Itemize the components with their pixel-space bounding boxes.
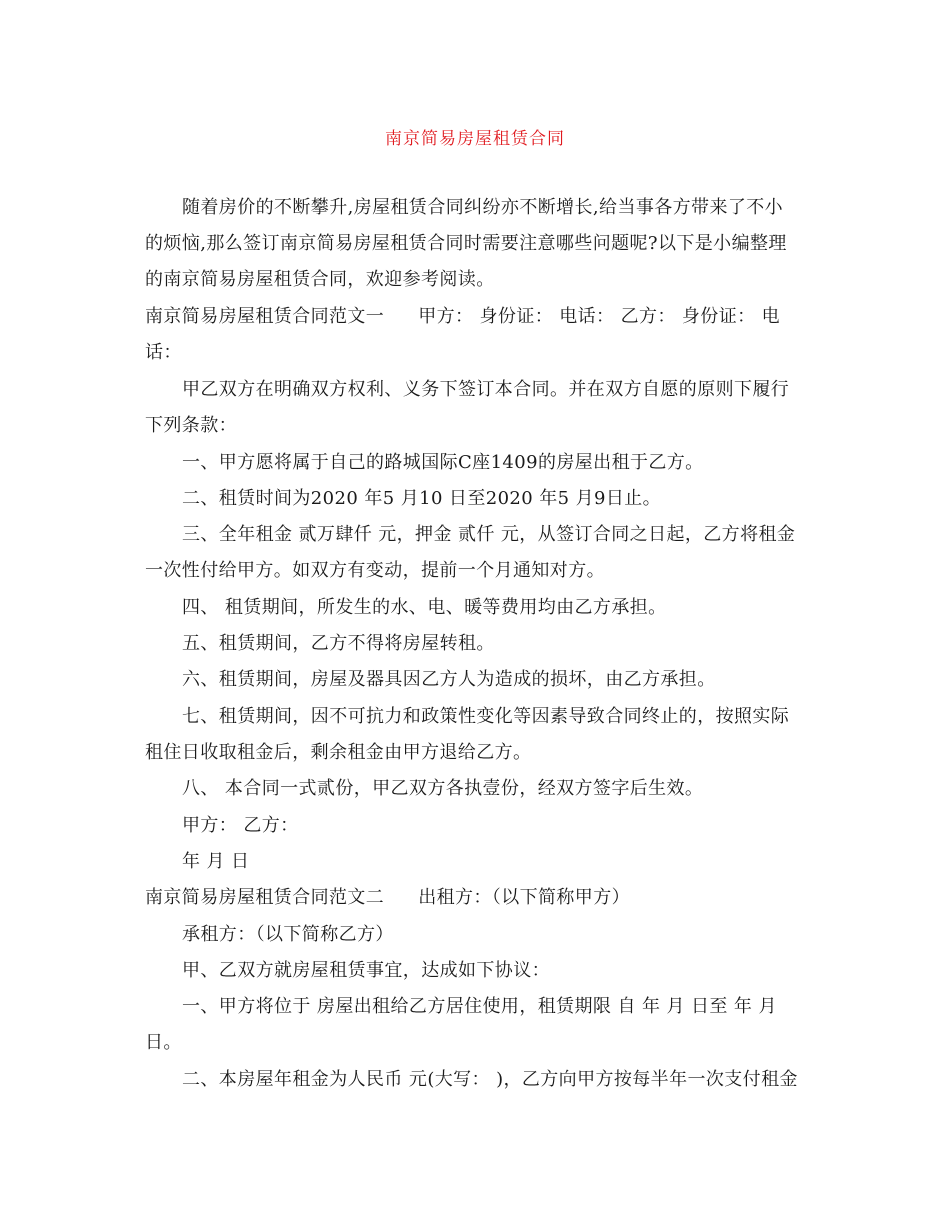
intro-line-3: 的南京简易房屋租赁合同，欢迎参考阅读。 (145, 269, 495, 290)
sample2-clause-1: 一、甲方将位于 房屋出租给乙方居住使用，租赁期限 自 年 月 日至 年 月 (182, 996, 777, 1017)
sample1-clause-3: 三、全年租金 贰万肆仟 元，押金 贰仟 元，从签订合同之日起，乙方将租金 (182, 524, 796, 545)
sample1-heading: 南京简易房屋租赁合同范文一 (145, 306, 385, 327)
sample2-heading: 南京简易房屋租赁合同范文二 (145, 887, 385, 908)
sample1-preamble-2: 下列条款： (145, 415, 237, 436)
sample1-signature: 甲方： 乙方： (182, 815, 299, 836)
sample2-lessor: 出租方：（以下简称甲方） (418, 887, 631, 908)
sample2-heading-line (145, 886, 630, 910)
sample1-date: 年 月 日 (182, 851, 250, 872)
sample1-heading-line (145, 305, 780, 329)
sample2-clause-1-cont: 日。 (145, 1032, 182, 1053)
sample1-parties: 甲方： 身份证： 电话： 乙方： 身份证： 电 (418, 306, 781, 327)
sample1-clause-3-cont: 一次性付给甲方。如双方有变动，提前一个月通知对方。 (145, 560, 605, 581)
sample1-clause-4: 四、 租赁期间，所发生的水、电、暖等费用均由乙方承担。 (182, 597, 667, 618)
sample1-clause-7: 七、租赁期间，因不可抗力和政策性变化等因素导致合同终止的，按照实际 (182, 706, 790, 727)
sample1-clause-6: 六、租赁期间，房屋及器具因乙方人为造成的损坏，由乙方承担。 (182, 669, 716, 690)
sample2-lessee: 承租方：（以下简称乙方） (182, 924, 394, 945)
sample1-preamble-1: 甲乙双方在明确双方权利、义务下签订本合同。并在双方自愿的原则下履行 (182, 379, 790, 400)
sample1-clause-1: 一、甲方愿将属于自己的路城国际C座1409的房屋出租于乙方。 (182, 452, 704, 473)
sample1-clause-5: 五、租赁期间，乙方不得将房屋转租。 (182, 633, 495, 654)
sample2-agreement: 甲、乙双方就房屋租赁事宜，达成如下协议： (182, 960, 550, 981)
sample1-parties-cont: 话： (145, 342, 182, 363)
document-title: 南京简易房屋租赁合同 (385, 129, 565, 149)
sample1-clause-7-cont: 租住日收取租金后，剩余租金由甲方退给乙方。 (145, 742, 532, 763)
intro-line-1: 随着房价的不断攀升,房屋租赁合同纠纷亦不断增长,给当事各方带来了不小 (182, 197, 784, 218)
sample2-clause-2: 二、本房屋年租金为人民币 元(大写： )，乙方向甲方按每半年一次支付租金 (182, 1069, 798, 1090)
sample1-clause-2: 二、租赁时间为2020 年5 月10 日至2020 年5 月9日止。 (182, 488, 662, 509)
sample1-clause-8: 八、 本合同一式贰份，甲乙双方各执壹份，经双方签字后生效。 (182, 778, 704, 799)
intro-line-2: 的烦恼,那么签订南京简易房屋租赁合同时需要注意哪些问题呢?以下是小编整理 (145, 233, 787, 254)
